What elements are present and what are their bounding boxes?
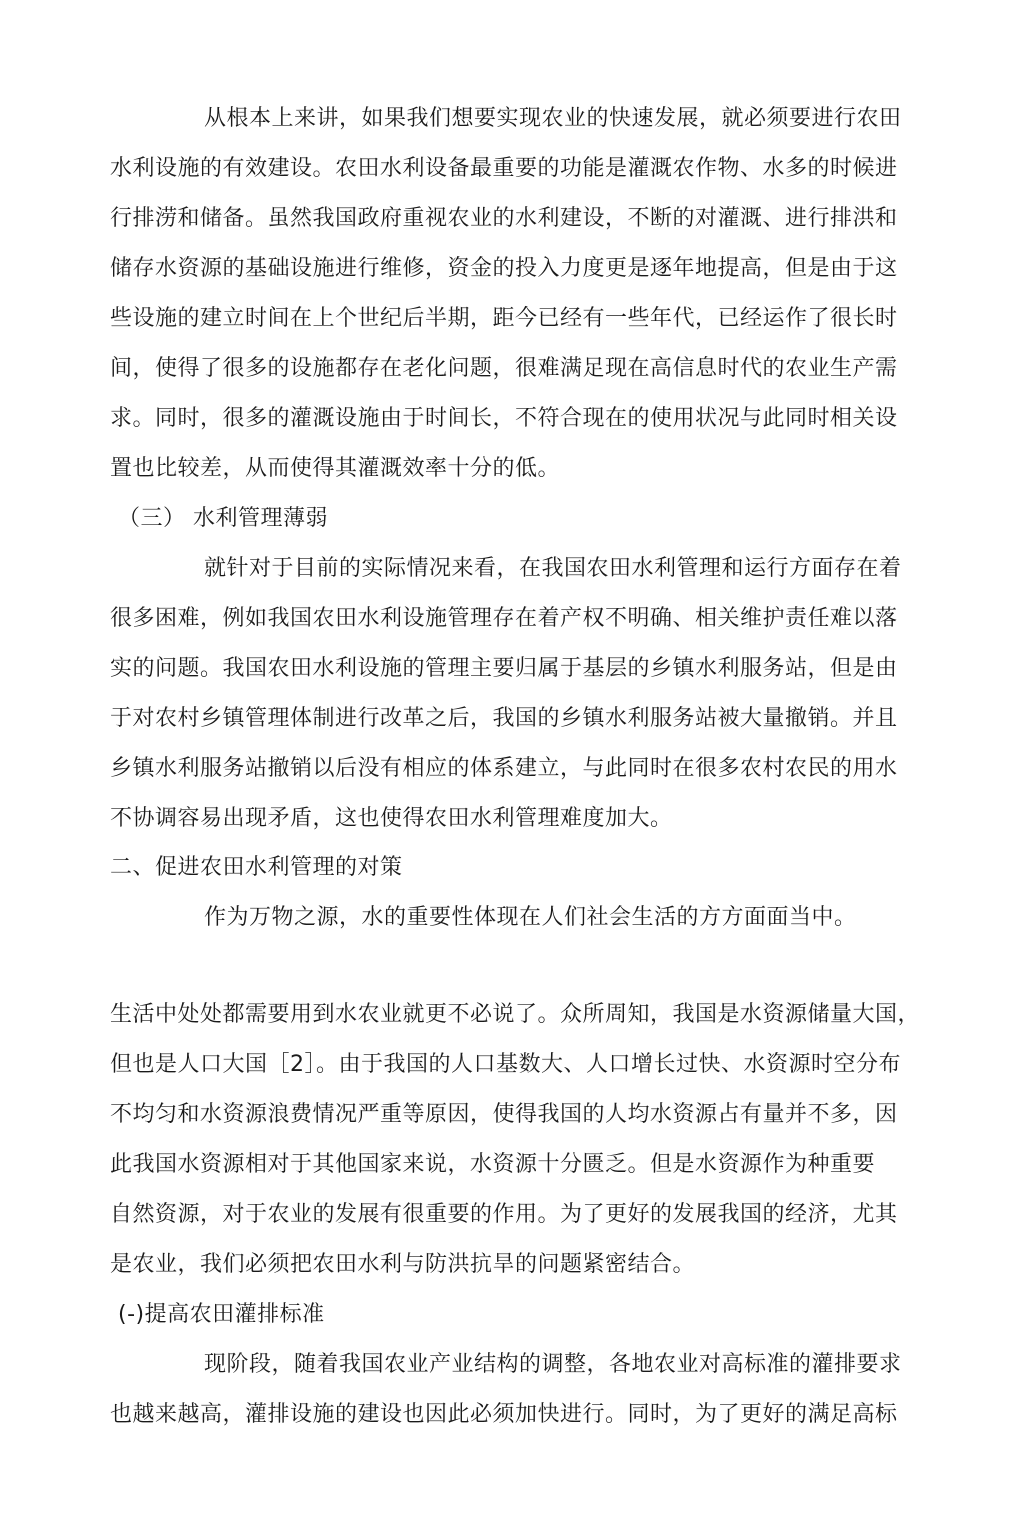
paragraph-line: 自然资源，对于农业的发展有很重要的作用。为了更好的发展我国的经济，尤其 — [110, 1202, 898, 1227]
paragraph-line: 不协调容易出现矛盾，这也使得农田水利管理难度加大。 — [110, 806, 673, 831]
paragraph-line: 是农业，我们必须把农田水利与防洪抗旱的问题紧密结合。 — [110, 1252, 696, 1277]
paragraph-line: 水利设施的有效建设。农田水利设备最重要的功能是灌溉农作物、水多的时候进 — [110, 156, 898, 181]
paragraph-line: 现阶段，随着我国农业产业结构的调整，各地农业对高标准的灌排要求 — [204, 1352, 902, 1377]
section-heading: （三） 水利管理薄弱 — [118, 506, 328, 531]
section-heading: 二、促进农田水利管理的对策 — [110, 855, 403, 880]
paragraph-line: 些设施的建立时间在上个世纪后半期，距今已经有一些年代，已经运作了很长时 — [110, 306, 898, 331]
paragraph-line: 储存水资源的基础设施进行维修，资金的投入力度更是逐年地提高，但是由于这 — [110, 256, 898, 281]
paragraph-line: 此我国水资源相对于其他国家来说，水资源十分匮乏。但是水资源作为种重要 — [110, 1152, 876, 1177]
paragraph-line: 实的问题。我国农田水利设施的管理主要归属于基层的乡镇水利服务站，但是由 — [110, 656, 898, 681]
paragraph-line: 就针对于目前的实际情况来看，在我国农田水利管理和运行方面存在着 — [204, 556, 902, 581]
paragraph-line: 不均匀和水资源浪费情况严重等原因，使得我国的人均水资源占有量并不多，因 — [110, 1102, 898, 1127]
paragraph-line: 生活中处处都需要用到水农业就更不必说了。众所周知，我国是水资源储量大国， — [110, 1002, 921, 1027]
paragraph-line: 求。同时，很多的灌溉设施由于时间长，不符合现在的使用状况与此同时相关设 — [110, 406, 898, 431]
paragraph-line: 很多困难，例如我国农田水利设施管理存在着产权不明确、相关维护责任难以落 — [110, 606, 898, 631]
paragraph-line: 置也比较差，从而使得其灌溉效率十分的低。 — [110, 456, 561, 481]
paragraph-line: 乡镇水利服务站撤销以后没有相应的体系建立，与此同时在很多农村农民的用水 — [110, 756, 898, 781]
paragraph-line: 于对农村乡镇管理体制进行改革之后，我国的乡镇水利服务站被大量撤销。并且 — [110, 706, 898, 731]
paragraph-line: 作为万物之源，水的重要性体现在人们社会生活的方方面面当中。 — [204, 905, 857, 930]
paragraph-line: 也越来越高，灌排设施的建设也因此必须加快进行。同时，为了更好的满足高标 — [110, 1402, 898, 1427]
paragraph-line: 间，使得了很多的设施都存在老化问题，很难满足现在高信息时代的农业生产需 — [110, 356, 898, 381]
paragraph-line: 从根本上来讲，如果我们想要实现农业的快速发展，就必须要进行农田 — [204, 106, 902, 131]
paragraph-line: 但也是人口大国［2］。由于我国的人口基数大、人口增长过快、水资源时空分布 — [110, 1052, 901, 1077]
section-heading: (-)提高农田灌排标准 — [118, 1302, 325, 1327]
paragraph-line: 行排涝和储备。虽然我国政府重视农业的水利建设，不断的对灌溉、进行排洪和 — [110, 206, 898, 231]
